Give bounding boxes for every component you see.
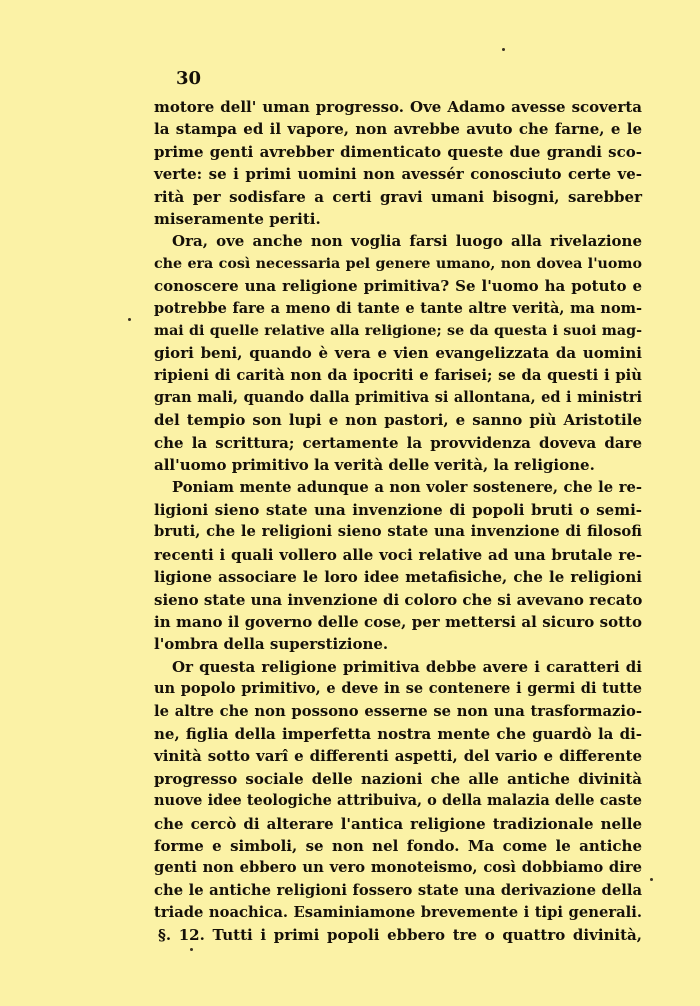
text-line: Ora, ove anche non voglia farsi luogo alla rivelazione: [172, 232, 642, 251]
speck: [502, 48, 505, 51]
text-line: vinità sotto varî e differenti aspetti, del vario e differente: [154, 747, 642, 766]
text-line: che cercò di alterare l'antica religione tradizionale nelle: [154, 814, 642, 833]
text-line: progresso sociale delle nazioni che alle antiche divinità: [154, 769, 642, 788]
text-line: l'ombra della superstizione.: [154, 635, 389, 654]
text-line: gran mali, quando dalla primitiva si allontana, ed i ministri: [154, 389, 642, 407]
text-line: giori beni, quando è vera e vien evangelizzata da uomini: [154, 344, 642, 363]
speck: [190, 948, 193, 951]
body-text: [154, 96, 642, 947]
text-line: la stampa ed il vapore, non avrebbe avuto che farne, e le: [154, 120, 642, 139]
text-line: ne, figlia della imperfetta nostra mente che guardò la di-: [154, 724, 642, 743]
text-line: motore dell' uman progresso. Ove Adamo avesse scoverta: [154, 98, 642, 116]
text-line: ripieni di carità non da ipocriti e farisei; se da questi i più: [154, 366, 642, 384]
speck: [128, 318, 131, 321]
text-line: le altre che non possono esserne se non una trasformazio-: [154, 702, 642, 720]
text-line: del tempio son lupi e non pastori, e sanno più Aristotile: [154, 411, 642, 430]
text-line: conoscere una religione primitiva? Se l'uomo ha potuto e: [154, 277, 642, 296]
text-line: in mano il governo delle cose, per mettersi al sicuro sotto: [154, 612, 642, 631]
text-line: Poniam mente adunque a non voler sostenere, che le re-: [172, 478, 642, 496]
text-line: nuove idee teologiche attribuiva, o della malazia delle caste: [154, 792, 642, 810]
text-line: che la scrittura; certamente la provvidenza doveva dare: [154, 433, 642, 452]
text-line: rità per sodisfare a certi gravi umani bisogni, sarebber: [154, 187, 642, 206]
text-line: bruti, che le religioni sieno state una invenzione di filosofi: [154, 523, 642, 541]
text-line: all'uomo primitivo la verità delle verità, la religione.: [154, 456, 595, 475]
text-line: ligione associare le loro idee metafisiche, che le religioni: [154, 568, 642, 587]
text-line: genti non ebbero un vero monoteismo, così dobbiamo dire: [154, 859, 642, 877]
text-line: Or questa religione primitiva debbe avere i caratteri di: [172, 657, 642, 676]
text-line: potrebbe fare a meno di tante e tante altre verità, ma nom-: [154, 299, 642, 317]
text-line: ligioni sieno state una invenzione di popoli bruti o semi-: [154, 501, 642, 520]
page-number: 30: [176, 68, 202, 89]
text-line: che era così necessaria pel genere umano, non dovea l'uomo: [154, 255, 642, 272]
text-line: verte: se i primi uomini non avessér conosciuto certe ve-: [154, 165, 642, 184]
text-line: un popolo primitivo, e deve in se contenere i germi di tutte: [154, 680, 642, 698]
text-line: §. 12. Tutti i primi popoli ebbero tre o quattro divinità,: [158, 926, 642, 945]
speck: [650, 878, 653, 881]
text-line: che le antiche religioni fossero state una derivazione della: [154, 881, 642, 899]
text-line: recenti i quali vollero alle voci relative ad una brutale re-: [154, 545, 642, 564]
text-line: forme e simboli, se non nel fondo. Ma come le antiche: [154, 836, 642, 855]
text-line: prime genti avrebber dimenticato queste due grandi sco-: [154, 142, 642, 161]
text-line: triade noachica. Esaminiamone brevemente i tipi generali.: [154, 904, 642, 922]
text-line: miseramente periti.: [154, 209, 321, 228]
text-line: sieno state una invenzione di coloro che si avevano recato: [154, 590, 643, 609]
text-line: mai di quelle relative alla religione; se da questa i suoi mag-: [154, 322, 642, 339]
